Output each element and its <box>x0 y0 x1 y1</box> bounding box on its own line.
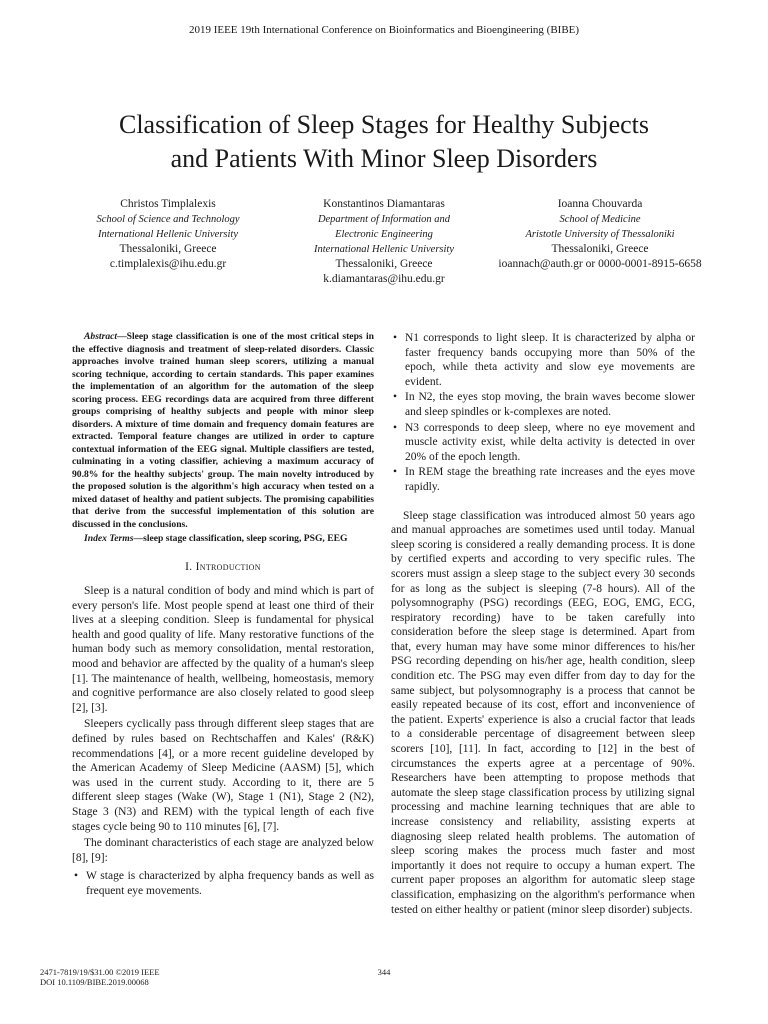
list-item: • W stage is characterized by alpha frequency bands as well as frequent eye movements. <box>74 870 374 897</box>
bullet-icon: • <box>393 391 398 404</box>
intro-paragraph-1: Sleep is a natural condition of body and mind which is part of every person's life. Most people spend at least one third of their lives at a sleeping condition. Sleep is fundamental for physical health and good quality of life. Many restorative functions of the human body such as memory consolidation, mental restoration, mood and behavior are affected by the quality of a human's sleep [1]. The maintenance of health, wellbeing, homeostasis, memory and cognitive performance are also closely related to good sleep [2], [3]. <box>72 585 374 714</box>
right-column <box>391 331 695 919</box>
abstract <box>72 331 374 531</box>
list-item: • In N2, the eyes stop moving, the brain waves become slower and sleep spindles or k-complexes are noted. <box>393 391 695 418</box>
author-name: Christos Timplalexis <box>120 198 216 210</box>
author-name: Konstantinos Diamantaras <box>323 198 445 210</box>
bullet-icon: • <box>393 421 398 434</box>
stage-list-right <box>391 331 695 495</box>
author-city: Thessaloniki, Greece <box>335 258 433 270</box>
intro-paragraph-3: The dominant characteristics of each stage are analyzed below [8], [9]: <box>72 837 374 864</box>
author-affiliation: School of Medicine <box>559 214 641 225</box>
page-number: 344 <box>377 967 391 977</box>
section-heading-introduction: I. Introduction <box>185 560 261 573</box>
left-column <box>72 331 374 900</box>
stage-list-left <box>72 869 374 898</box>
intro-paragraph-4: Sleep stage classification was introduced almost 50 years ago and manual approaches are sometimes used until today. Manual sleep scoring is considered a really demanding process. It is done by certified experts and according to very specific rules. The scorers must assign a sleep stage to the subject every 30 seconds for as long as the subject is sleeping (7-8 hours). All of the polysomnography (PSG) recordings (EEG, EOG, EMG, ECG, respiratory recording) have to be taken carefully into consideration before the sleep stage is determined. Apart from that, every human may have some minor differences to his/her PSG recording depending on his/her age, health condition, sleep condition etc. The PSG may even differ from day to day for the same subject, but polysomnography is a process that cannot be easily repeated because of its cost, effort and inconvenience of the patient. Experts' experience is also a crucial factor that leads to a considerable percentage of disagreement between sleep scorers [10], [11]. In fact, according to [12] in the best of circumstances the experts agree at a percentage of 90%. Researchers have been attempting to propose methods that automate the sleep stage classification process by utilizing signal processing and machine learning techniques that are able to increase consistency and reliability, assisting experts at diagnosing sleep related health problems. The automation of sleep scoring makes the process much faster and most importantly it does not require to occupy a human expert. The current paper proposes an algorithm for automatic sleep stage classification, emphasizing on the algorithm's performance when tested on either healthy or patient (minor sleep disorder) subjects. <box>391 509 695 916</box>
conference-header: 2019 IEEE 19th International Conference on Bioinformatics and Bioengineering (BIBE) <box>188 24 580 36</box>
author-email: k.diamantaras@ihu.edu.gr <box>323 273 445 285</box>
author-affiliation: International Hellenic University <box>314 244 454 255</box>
abstract-label: Abstract <box>84 331 118 342</box>
author-affiliation: Electronic Engineering <box>335 229 433 240</box>
index-terms-label: Index Terms <box>84 533 134 544</box>
index-terms-text: —sleep stage classification, sleep scoring, PSG, EEG <box>133 533 348 544</box>
author-1 <box>60 197 276 287</box>
author-city: Thessaloniki, Greece <box>551 243 649 255</box>
author-3 <box>492 197 708 287</box>
author-affiliation: Aristotle University of Thessaloniki <box>525 229 675 240</box>
list-item: • N3 corresponds to deep sleep, where no eye movement and muscle activity exist, while delta activity is detected in over 20% of the epoch length. <box>393 421 695 463</box>
index-terms <box>72 533 374 546</box>
list-item: • N1 corresponds to light sleep. It is characterized by alpha or faster frequency bands occupying more than 50% of the epoch, while theta activity and slow eye movements are evident. <box>393 332 695 388</box>
author-email: ioannach@auth.gr or 0000-0001-8915-6658 <box>498 258 702 270</box>
title-line-1: Classification of Sleep Stages for Healthy Subjects <box>118 110 649 139</box>
author-2 <box>276 197 492 287</box>
bullet-icon: • <box>393 466 398 479</box>
author-affiliation: School of Science and Technology <box>96 214 240 225</box>
bullet-icon: • <box>74 870 79 883</box>
author-email: c.timplalexis@ihu.edu.gr <box>109 258 227 270</box>
footer-issn: 2471-7819/19/$31.00 ©2019 IEEE <box>40 967 160 977</box>
bullet-icon: • <box>393 332 398 344</box>
footer-doi: DOI 10.1109/BIBE.2019.00068 <box>40 977 149 987</box>
paper-title <box>40 108 728 176</box>
author-affiliation: Department of Information and <box>317 214 451 225</box>
title-line-2: and Patients With Minor Sleep Disorders <box>170 144 598 173</box>
abstract-text: —Sleep stage classification is one of the most critical steps in the effective diagnosis and treatment of sleep-related disorders. Classic approaches involve trained human sleep scorers, utilizing a manual scoring technique, according to certain standards. This paper examines the implementation of an algorithm for the automation of the sleep scoring process. EEG recordings data are acquired from three different groups comprising of healthy subjects and people with minor sleep disorders. A mixture of time domain and frequency domain features are extracted. Temporal feature changes are utilized in order to capture contextual information of the EEG signal. Multiple classifiers are tested, culminating in a voting classifier, achieving a maximum accuracy of 90.8% for the healthy subjects' group. The main novelty introduced by the proposed solution is the algorithm's high accuracy when tested on a mixed dataset of healthy and patient subjects. The promising capabilities that derive from the successful implementation of this solution are discussed in the conclusions. <box>72 331 374 530</box>
author-city: Thessaloniki, Greece <box>119 243 217 255</box>
author-affiliation: International Hellenic University <box>98 229 238 240</box>
author-block <box>60 197 708 287</box>
list-item: • In REM stage the breathing rate increases and the eyes move rapidly. <box>393 466 695 493</box>
intro-paragraph-2: Sleepers cyclically pass through different sleep stages that are defined by rules based on Rechtschaffen and Kales' (R&K) recommendations [4], or a more recent guideline developed by the American Academy of Sleep Medicine (AASM) [5], which was used in the current study. According to it, there are 5 different sleep stages (Wake (W), Stage 1 (N1), Stage 2 (N2), Stage 3 (N3) and REM) with the typical length of each five stages cycle being 90 to 110 minutes [6], [7]. <box>72 718 374 833</box>
author-name: Ioanna Chouvarda <box>557 198 643 210</box>
